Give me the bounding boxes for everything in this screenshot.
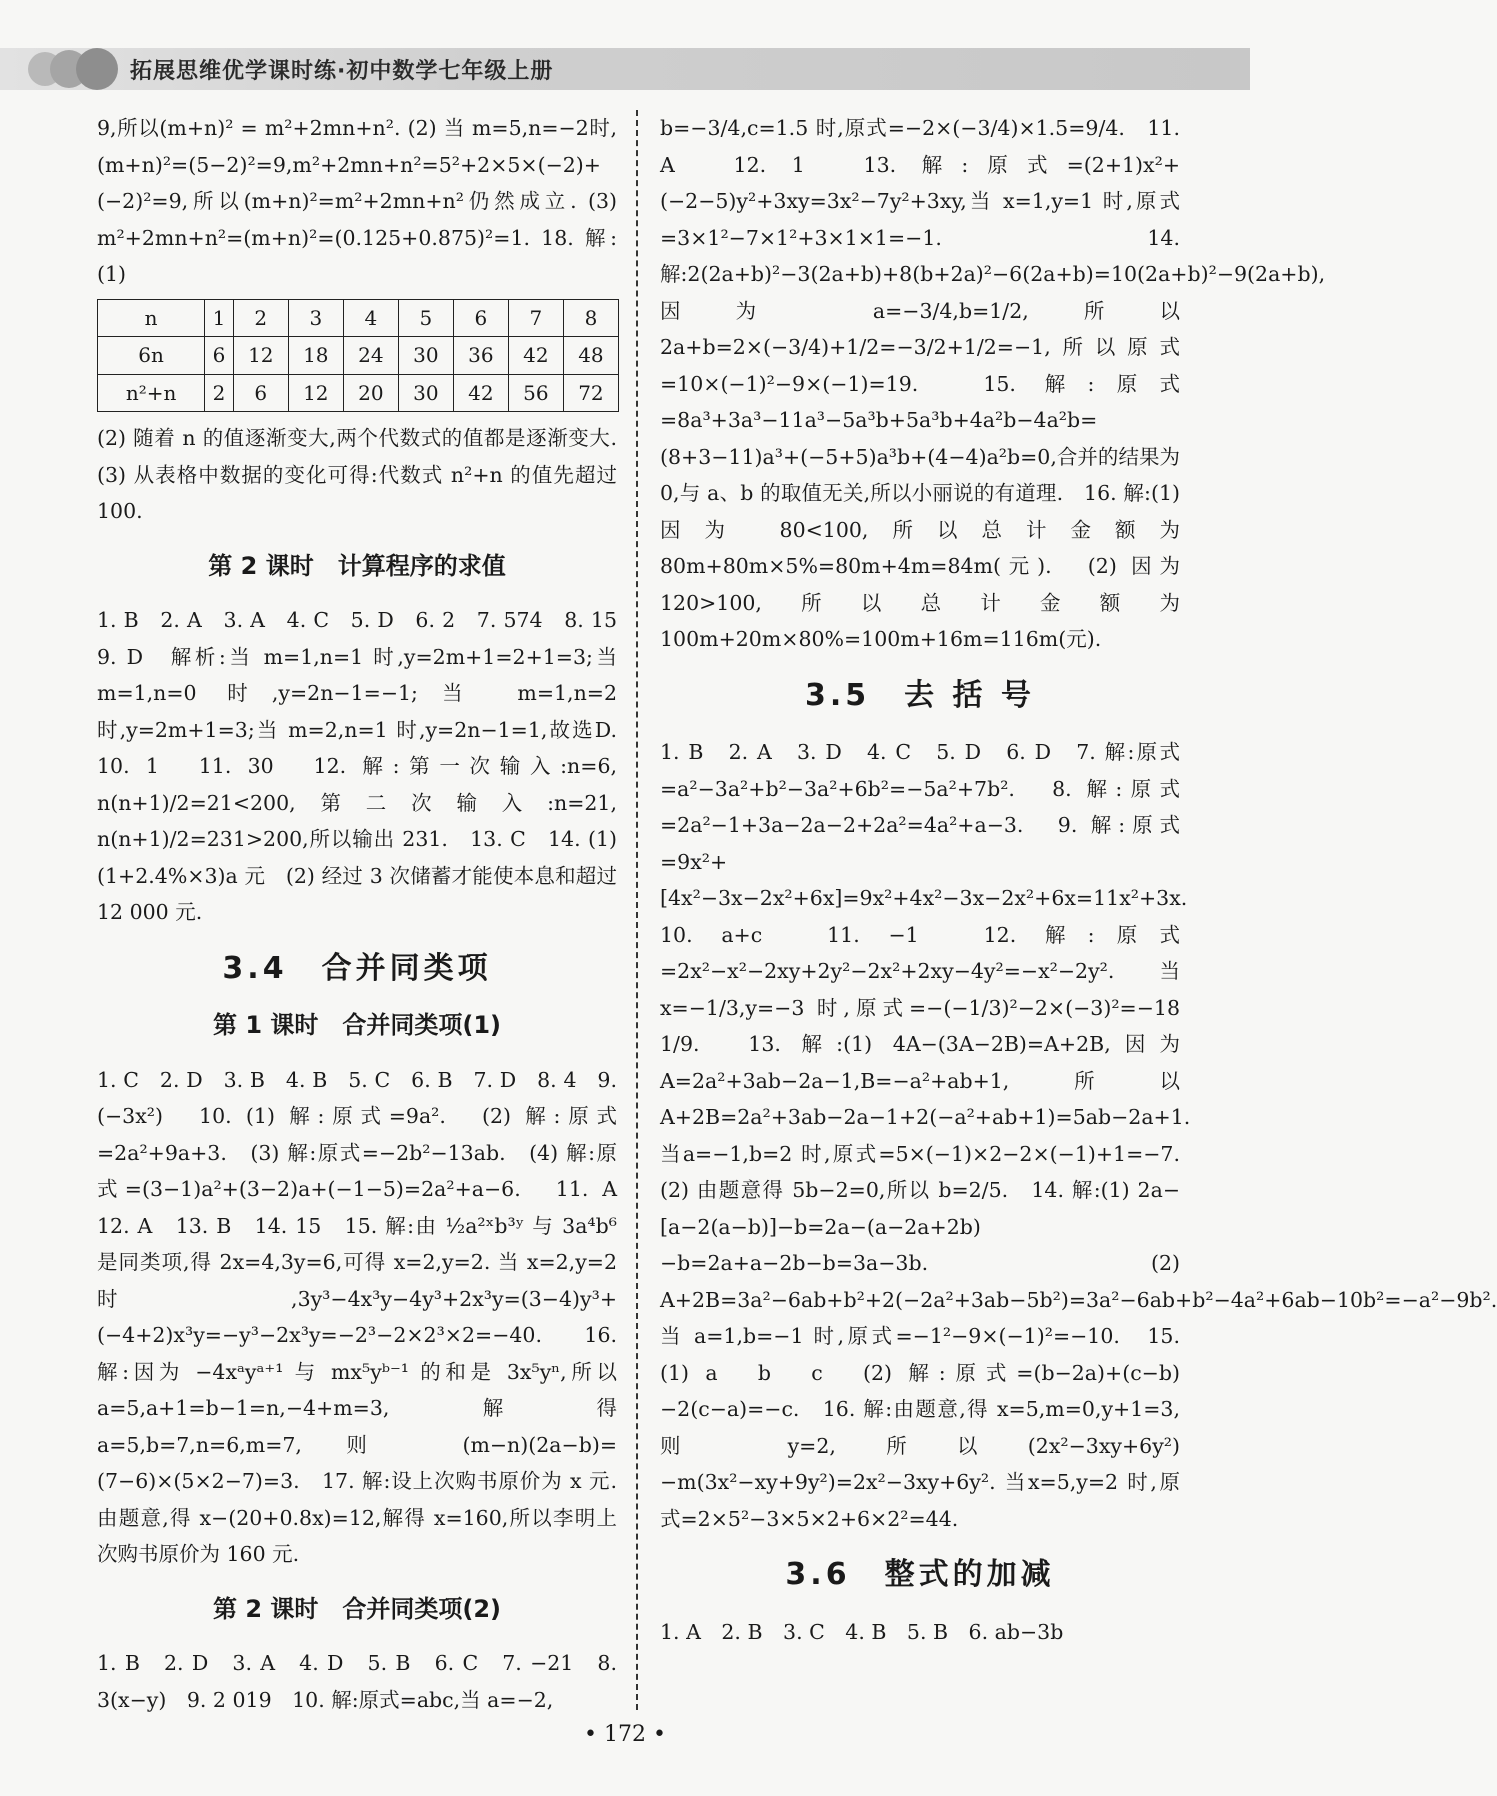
header-banner	[0, 48, 1250, 90]
table-cell: 30	[398, 374, 453, 412]
table-cell: 6n	[98, 337, 205, 375]
table-cell: 42	[508, 337, 563, 375]
table-cell: 6	[453, 299, 508, 337]
table-cell: 24	[343, 337, 398, 375]
section-heading: 3.5 去 括 号	[804, 677, 1036, 713]
lesson-heading: 第 2 课时 合并同类项(2)	[212, 1594, 502, 1623]
table-cell: 5	[398, 299, 453, 337]
table-cell: 30	[398, 337, 453, 375]
table-cell: n	[98, 299, 205, 337]
table-cell: 2	[205, 374, 234, 412]
table-row	[98, 337, 619, 375]
table-cell: 6	[205, 337, 234, 375]
table-cell: 1	[205, 299, 234, 337]
table-cell: 6	[233, 374, 288, 412]
column-divider	[636, 110, 638, 1710]
answer-text: 1. B 2. D 3. A 4. D 5. B 6. C 7. −21 8. 3(x−y) 9. 2 019 10. 解:原式=abc,当 a=−2,	[97, 1651, 617, 1712]
table-cell: 4	[343, 299, 398, 337]
table-cell: 72	[563, 374, 618, 412]
decorative-circles	[28, 48, 138, 90]
answer-text: 9,所以(m+n)² = m²+2mn+n². (2) 当 m=5,n=−2时,(m+n)²=(5−2)²=9,m²+2mn+n²=5²+2×5×(−2)+(−2)²=9,所以(m+n)²=m²+2mn+n²仍然成立. (3) m²+2mn+n²=(m+n)²=(0.125+0.875)²=1. 18. 解:(1)	[97, 116, 617, 286]
lesson-heading: 第 1 课时 合并同类项(1)	[212, 1011, 502, 1039]
answer-text: 1. C 2. D 3. B 4. B 5. C 6. B 7. D 8. 4 9. (−3x²) 10. (1) 解:原式=9a². (2) 解:原式=2a²+9a+3. (3) 解:原式=−2b²−13ab. (4) 解:原式=(3−1)a²+(3−2)a+(−1−5)=2a²+a−6. 11. A 12. A 13. B 14. 15 15. 解:由 ½a²ˣb³ʸ 与 3a⁴b⁶ 是同类项,得 2x=4,3y=6,可得 x=2,y=2. 当 x=2,y=2 时,3y³−4x³y−4y³+2x³y=(3−4)y³+(−4+2)x³y=−y³−2x³y=−2³−2×2³×2=−40. 16. 解:因为 −4xᵃyᵃ⁺¹ 与 mx⁵yᵇ⁻¹ 的和是 3x⁵yⁿ,所以 a=5,a+1=b−1=n,−4+m=3,解得 a=5,b=7,n=6,m=7,则 (m−n)(2a−b)=(7−6)×(5×2−7)=3. 17. 解:设上次购书原价为 x 元. 由题意,得 x−(20+0.8x)=12,解得 x=160,所以李明上次购书原价为 160 元.	[97, 1067, 638, 1566]
table-cell: 20	[343, 374, 398, 412]
book-title: 拓展思维优学课时练·初中数学七年级上册	[130, 59, 554, 84]
answer-text: 1. B 2. A 3. A 4. C 5. D 6. 2 7. 574 8. 15 9. D 解析:当 m=1,n=1 时,y=2m+1=2+1=3;当 m=1,n=0 时,y=2n−1=−1;当 m=1,n=2 时,y=2m+1=3;当 m=2,n=1 时,y=2n−1=1,故选D. 10. 1 11. 30 12. 解:第一次输入:n=6, n(n+1)/2=21<200,第二次输入:n=21, n(n+1)/2=231>200,所以输出 231. 13. C 14. (1) (1+2.4%×3)a 元 (2) 经过 3 次储蓄才能使本息和超过 12 000 元.	[97, 608, 638, 924]
table-cell: 56	[508, 374, 563, 412]
table-cell: 7	[508, 299, 563, 337]
table-cell: 3	[288, 299, 343, 337]
table-cell: 18	[288, 337, 343, 375]
answer-text: 1. B 2. A 3. D 4. C 5. D 6. D 7. 解:原式=a²−3a²+b²−3a²+6b²=−5a²+7b². 8. 解:原式=2a²−1+3a−2a−2+2a²=4a²+a−3. 9. 解:原式=9x²+[4x²−3x−2x²+6x]=9x²+4x²−3x−2x²+6x=11x²+3x. 10. a+c 11. −1 12. 解:原式=2x²−x²−2xy+2y²−2x²+2xy−4y²=−x²−2y². 当 x=−1/3,y=−3 时,原式=−(−1/3)²−2×(−3)²=−18 1/9. 13. 解:(1) 4A−(3A−2B)=A+2B,因为 A=2a²+3ab−2a−1,B=−a²+ab+1,所以 A+2B=2a²+3ab−2a−1+2(−a²+ab+1)=5ab−2a+1. 当a=−1,b=2 时,原式=5×(−1)×2−2×(−1)+1=−7. (2) 由题意得 5b−2=0,所以 b=2/5. 14. 解:(1) 2a−[a−2(a−b)]−b=2a−(a−2a+2b)−b=2a+a−2b−b=3a−3b. (2) A+2B=3a²−6ab+b²+2(−2a²+3ab−5b²)=3a²−6ab+b²−4a²+6ab−10b²=−a²−9b². 当 a=1,b=−1 时,原式=−1²−9×(−1)²=−10. 15. (1) a b c (2) 解:原式=(b−2a)+(c−b)−2(c−a)=−c. 16. 解:由题意,得 x=5,m=0,y+1=3,则 y=2,所以(2x²−3xy+6y²)−m(3x²−xy+9y²)=2x²−3xy+6y². 当x=5,y=2 时,原式=2×5²−3×5×2+6×2²=44.	[660, 740, 1497, 1531]
section-heading: 3.4 合并同类项	[222, 950, 492, 986]
table-cell: 8	[563, 299, 618, 337]
table-cell: 48	[563, 337, 618, 375]
answer-text: 1. A 2. B 3. C 4. B 5. B 6. ab−3b	[660, 1619, 1064, 1644]
table-cell: n²+n	[98, 374, 205, 412]
section-heading: 3.6 整式的加减	[785, 1557, 1055, 1592]
table-row	[98, 299, 619, 337]
value-table	[97, 299, 619, 413]
table-row	[98, 374, 619, 412]
lesson-heading: 第 2 课时 计算程序的求值	[208, 551, 506, 580]
page-number: • 172 •	[584, 1722, 666, 1747]
table-cell: 12	[288, 374, 343, 412]
answer-text: b=−3/4,c=1.5 时,原式=−2×(−3/4)×1.5=9/4. 11. A 12. 1 13. 解:原式=(2+1)x²+(−2−5)y²+3xy=3x²−7y²+3xy,当 x=1,y=1 时,原式=3×1²−7×1²+3×1×1=−1. 14. 解:2(2a+b)²−3(2a+b)+8(b+2a)²−6(2a+b)=10(2a+b)²−9(2a+b),因为 a=−3/4,b=1/2,所以 2a+b=2×(−3/4)+1/2=−3/2+1/2=−1,所以原式=10×(−1)²−9×(−1)=19. 15. 解:原式=8a³+3a³−11a³−5a³b+5a³b+4a²b−4a²b=(8+3−11)a³+(−5+5)a³b+(4−4)a²b=0,合并的结果为 0,与 a、b 的取值无关,所以小丽说的有道理. 16. 解:(1) 因为 80<100,所以总计金额为 80m+80m×5%=80m+4m=84m(元). (2) 因为120>100,所以总计金额为 100m+20m×80%=100m+16m=116m(元).	[660, 116, 1326, 651]
table-cell: 42	[453, 374, 508, 412]
table-cell: 36	[453, 337, 508, 375]
left-column	[97, 110, 638, 1718]
table-cell: 12	[233, 337, 288, 375]
table-cell: 2	[233, 299, 288, 337]
answer-text: (2) 随着 n 的值逐渐变大,两个代数式的值都是逐渐变大. (3) 从表格中数据的变化可得:代数式 n²+n 的值先超过 100.	[97, 426, 617, 523]
right-column	[660, 110, 1497, 1650]
